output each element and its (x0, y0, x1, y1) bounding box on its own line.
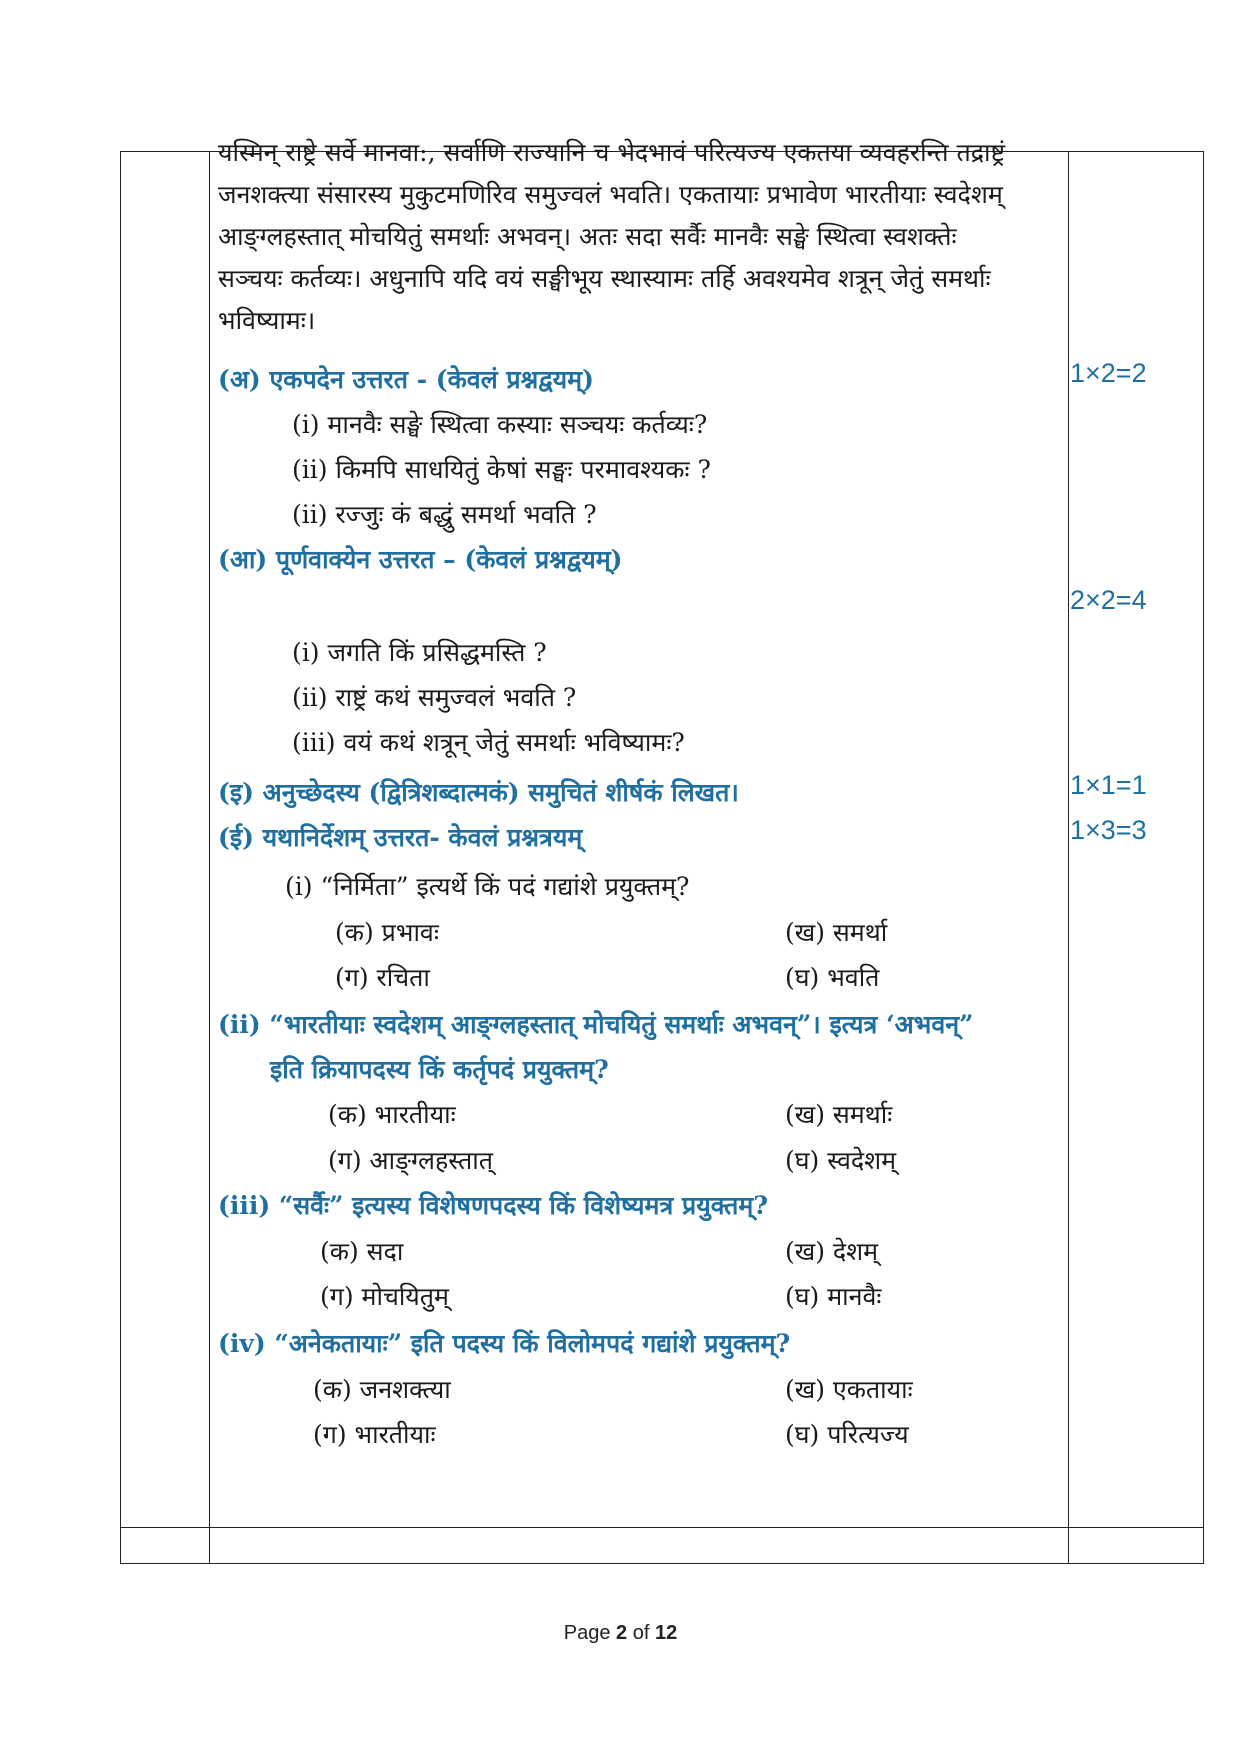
mcq-1-question: (i) “निर्मिता” इत्यर्थे किं पदं गद्यांशे प्रयुक्तम्? (285, 872, 690, 901)
mcq-1-option-ka: (क) प्रभावः (335, 918, 439, 947)
mcq-4-option-ka: (क) जनशक्त्या (313, 1375, 451, 1404)
passage-line-2: जनशक्त्या संसारस्य मुकुटमणिरिव समुज्वलं भवति। एकतायाः प्रभावेण भारतीयाः स्वदेशम् (218, 180, 1003, 209)
column-divider-right (1068, 152, 1069, 1563)
section-aa-question: (i) जगति किं प्रसिद्धमस्ति ? (292, 638, 547, 667)
mcq-1-option-gha: (घ) भवति (785, 963, 880, 992)
mcq-4-option-ga: (ग) भारतीयाः (313, 1420, 436, 1449)
column-divider-left (209, 152, 210, 1563)
row-divider-bottom (121, 1527, 1203, 1528)
section-aa-heading: (आ) पूर्णवाक्येन उत्तरत – (केवलं प्रश्नद्वयम्) (218, 545, 623, 574)
section-a-question: (ii) किमपि साधयितुं केषां सङ्घः परमावश्यकः ? (292, 455, 711, 484)
mcq-3-option-kha: (ख) देशम् (785, 1237, 879, 1266)
mcq-2-option-kha: (ख) समर्थाः (785, 1100, 893, 1129)
section-aa-marks: 2×2=4 (1070, 585, 1147, 615)
mcq-2-option-ka: (क) भारतीयाः (328, 1100, 456, 1129)
section-a-marks: 1×2=2 (1070, 358, 1147, 388)
passage-line-4: सञ्चयः कर्तव्यः। अधुनापि यदि वयं सङ्घीभूय स्थास्यामः तर्हि अवश्यमेव शत्रून् जेतुं समर्थाः (218, 264, 991, 293)
mcq-1-option-ga: (ग) रचिता (335, 963, 430, 992)
page-label: Page (563, 1622, 611, 1644)
passage-line-1: यस्मिन् राष्ट्रे सर्वे मानवा:, सर्वाणि राज्यानि च भेदभावं परित्यज्य एकतया व्यवहरन्ति तद्राष्ट्रं (218, 138, 1006, 167)
page-number (0, 1622, 1241, 1645)
passage-line-3: आङ्ग्लहस्तात् मोचयितुं समर्थाः अभवन्। अतः सदा सर्वैः मानवैः सङ्घे स्थित्वा स्वशक्तेः (218, 222, 957, 251)
section-a-heading: (अ) एकपदेन उत्तरत - (केवलं प्रश्नद्वयम्) (218, 365, 594, 394)
mcq-3-option-ka: (क) सदा (320, 1237, 404, 1266)
section-a-question: (i) मानवैः सङ्घे स्थित्वा कस्याः सञ्चयः कर्तव्यः? (292, 410, 708, 439)
page-total: 12 (654, 1622, 678, 1644)
mcq-4-question: (iv) “अनेकतायाः” इति पदस्य किं विलोमपदं गद्यांशे प्रयुक्तम्? (218, 1329, 791, 1358)
page-of: of (632, 1622, 650, 1644)
section-a-question: (ii) रज्जुः कं बद्धुं समर्था भवति ? (292, 500, 597, 529)
mcq-4-option-gha: (घ) परित्यज्य (785, 1420, 909, 1449)
passage-line-5: भविष्यामः। (218, 306, 316, 335)
section-ii-marks: 1×3=3 (1070, 815, 1147, 845)
section-i-heading: (इ) अनुच्छेदस्य (द्वित्रिशब्दात्मकं) समुचितं शीर्षकं लिखत। (218, 778, 739, 807)
mcq-4-option-kha: (ख) एकतायाः (785, 1375, 913, 1404)
section-aa-question: (iii) वयं कथं शत्रून् जेतुं समर्थाः भविष्यामः? (292, 728, 685, 757)
mcq-2-option-gha: (घ) स्वदेशम् (785, 1146, 897, 1175)
mcq-2-question: (ii) “भारतीयाः स्वदेशम् आङ्ग्लहस्तात् मोचयितुं समर्थाः अभवन्”। इत्यत्र ‘अभवन्” (218, 1010, 974, 1039)
mcq-3-option-ga: (ग) मोचयितुम् (320, 1282, 450, 1311)
section-ii-heading: (ई) यथानिर्देशम् उत्तरत- केवलं प्रश्नत्रयम् (218, 823, 583, 852)
mcq-2-question-cont: इति क्रियापदस्य किं कर्तृपदं प्रयुक्तम्? (270, 1055, 609, 1084)
mcq-1-option-kha: (ख) समर्था (785, 918, 888, 947)
mcq-2-option-ga: (ग) आङ्ग्लहस्तात् (328, 1146, 493, 1175)
mcq-3-question: (iii) “सर्वैः” इत्यस्य विशेषणपदस्य किं विशेष्यमत्र प्रयुक्तम्? (218, 1191, 768, 1220)
mcq-3-option-gha: (घ) मानवैः (785, 1282, 882, 1311)
page-current: 2 (616, 1622, 628, 1644)
section-aa-question: (ii) राष्ट्रं कथं समुज्वलं भवति ? (292, 683, 577, 712)
section-i-marks: 1×1=1 (1070, 770, 1147, 800)
